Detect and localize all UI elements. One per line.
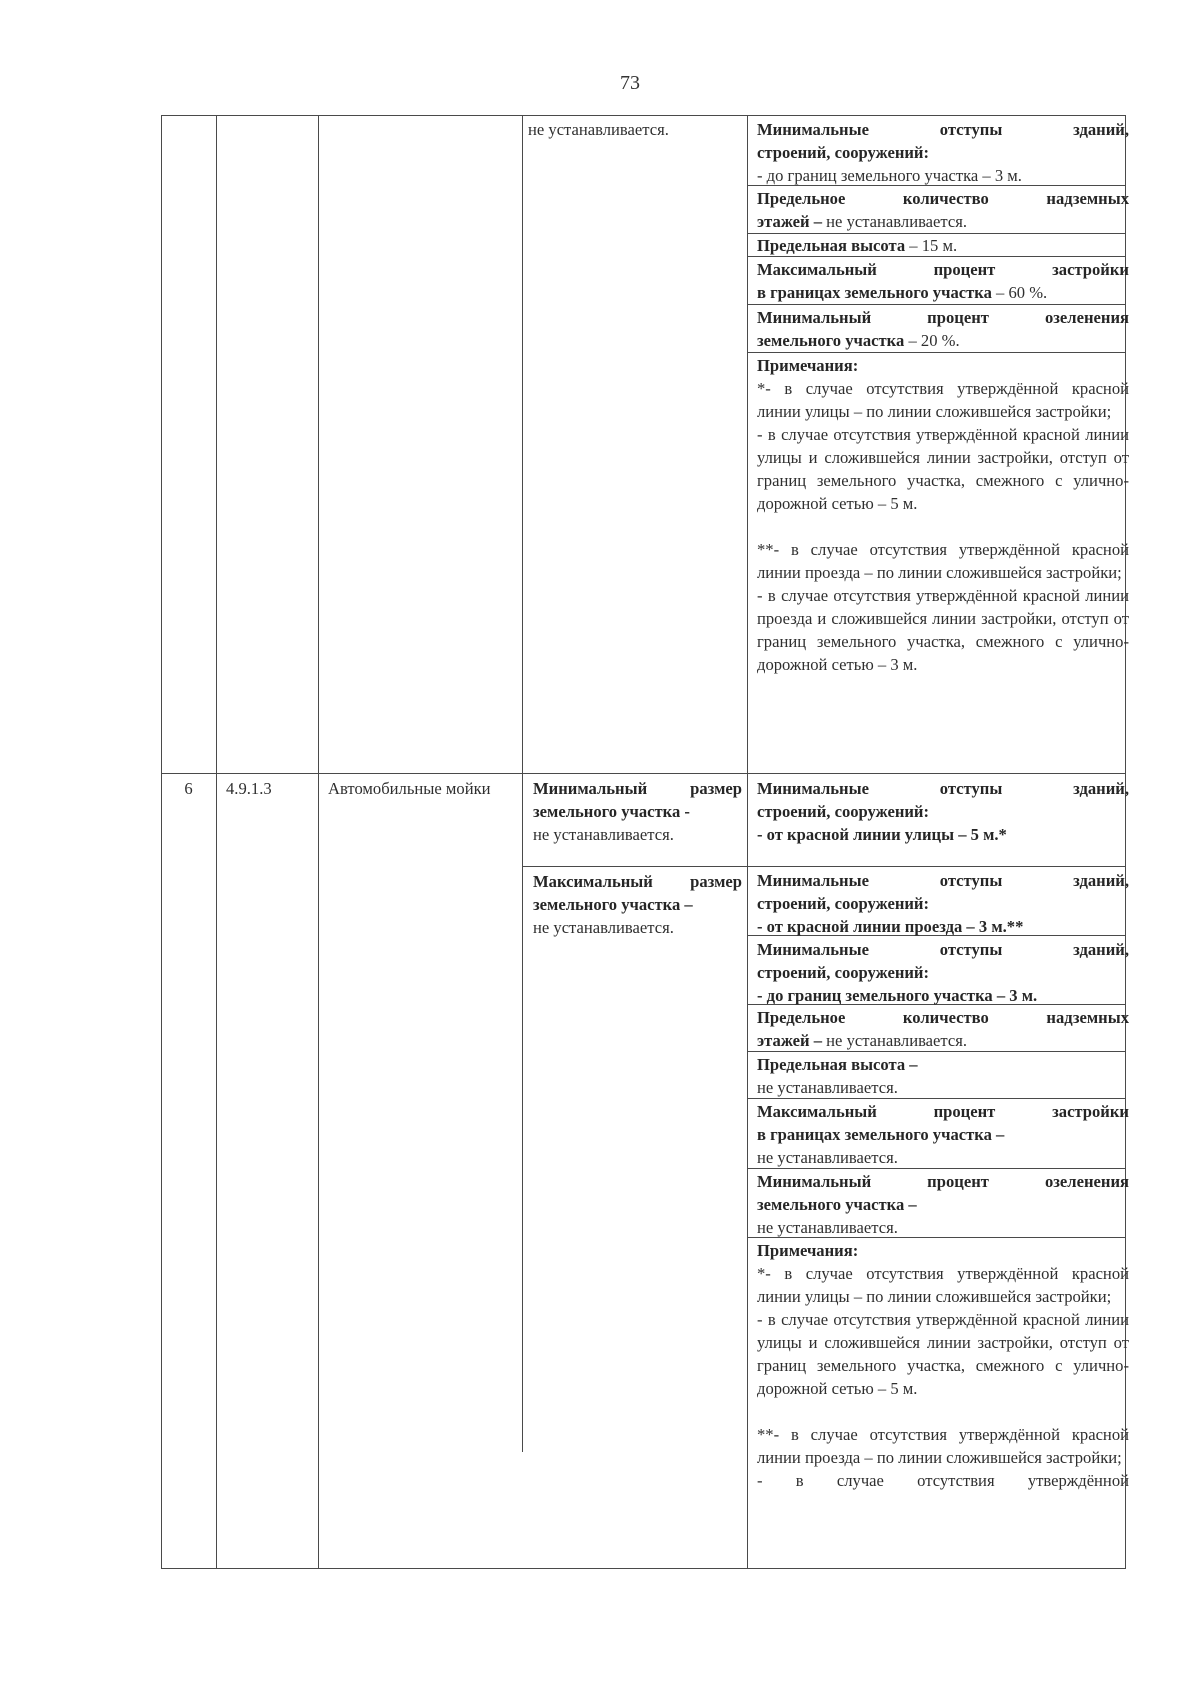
- min-plot-size-label: Минимальный размер земельного участка -: [533, 779, 742, 821]
- param-cell: [757, 118, 1129, 187]
- param-value: не устанавливается.: [757, 1218, 898, 1237]
- param-cell: [757, 777, 1129, 846]
- param-heading: земельного участка: [757, 331, 905, 350]
- page-number: 73: [620, 72, 640, 94]
- use-name: Автомобильные мойки: [328, 779, 491, 798]
- param-heading: Предельная высота –: [757, 1055, 918, 1074]
- param-value: – 60 %.: [996, 283, 1048, 302]
- param-heading: Максимальный процент застройки: [757, 1102, 1129, 1121]
- param-heading: этажей –: [757, 1031, 823, 1050]
- note-text: - в случае отсутствия утверждённой красной линии улицы и сложившейся линии застройки, отступ от границ земельного участка, смежного с улично-дорожной сетью – 5 м.: [757, 425, 1129, 513]
- param-value: не устанавливается.: [757, 1078, 898, 1097]
- param-cell: [757, 306, 1129, 352]
- notes-cell: [757, 354, 1129, 676]
- param-cell: [757, 258, 1129, 304]
- param-value: - до границ земельного участка – 3 м.: [757, 166, 1022, 185]
- param-heading: Минимальные отступы зданий,: [757, 940, 1129, 959]
- param-heading: Максимальный процент застройки: [757, 260, 1129, 279]
- notes-title: Примечания:: [757, 356, 859, 375]
- param-heading: в границах земельного участка –: [757, 1125, 1005, 1144]
- param-value: - от красной линии улицы – 5 м.*: [757, 825, 1007, 844]
- param-cell: [757, 234, 1129, 257]
- max-plot-size-value: не устанавливается.: [533, 918, 674, 937]
- param-heading: строений, сооружений:: [757, 894, 930, 913]
- note-text: - в случае отсутствия утверждённой: [757, 1471, 1129, 1490]
- note-text: *- в случае отсутствия утверждённой красной линии улицы – по линии сложившейся застройки;: [757, 1264, 1129, 1306]
- row-number: 6: [184, 779, 193, 798]
- allowed-use-tail: не устанавливается.: [528, 120, 669, 139]
- param-value: - от красной линии проезда – 3 м.**: [757, 917, 1024, 936]
- param-heading: Минимальные отступы зданий,: [757, 779, 1129, 798]
- param-cell: [757, 869, 1129, 938]
- min-plot-size-value: не устанавливается.: [533, 825, 674, 844]
- param-heading: строений, сооружений:: [757, 802, 930, 821]
- param-value: не устанавливается.: [826, 1031, 968, 1050]
- max-plot-size-label: Максимальный размер земельного участка –: [533, 872, 742, 914]
- param-heading: Предельное количество надземных: [757, 1008, 1129, 1027]
- param-heading: этажей –: [757, 212, 823, 231]
- param-heading: Минимальные отступы зданий,: [757, 871, 1129, 890]
- param-cell: [757, 187, 1129, 233]
- min-plot-size: [533, 777, 742, 846]
- note-text: **- в случае отсутствия утверждённой красной линии проезда – по линии сложившейся застройки;: [757, 540, 1129, 582]
- param-value: не устанавливается.: [826, 212, 968, 231]
- param-value: не устанавливается.: [757, 1148, 898, 1167]
- param-value: – 20 %.: [908, 331, 960, 350]
- param-heading: Минимальный процент озеленения: [757, 1172, 1129, 1191]
- param-heading: Минимальные отступы зданий,: [757, 120, 1129, 139]
- note-text: - в случае отсутствия утверждённой красной линии проезда и сложившейся линии застройки, отступ от границ земельного участка, смежного с улично-дорожной сетью – 3 м.: [757, 586, 1129, 674]
- note-text: - в случае отсутствия утверждённой красной линии улицы и сложившейся линии застройки, отступ от границ земельного участка, смежного с улично-дорожной сетью – 5 м.: [757, 1310, 1129, 1398]
- notes-cell: [757, 1239, 1129, 1492]
- param-heading: земельного участка –: [757, 1195, 917, 1214]
- max-plot-size: [533, 870, 742, 939]
- param-cell: [757, 1053, 1129, 1099]
- param-heading: Предельная высота: [757, 236, 906, 255]
- param-heading: строений, сооружений:: [757, 143, 930, 162]
- param-cell: [757, 1170, 1129, 1239]
- param-value: – 15 м.: [909, 236, 958, 255]
- use-code: 4.9.1.3: [226, 779, 272, 798]
- param-value: - до границ земельного участка – 3 м.: [757, 986, 1038, 1005]
- param-cell: [757, 1006, 1129, 1052]
- param-cell: [757, 938, 1129, 1007]
- param-heading: Предельное количество надземных: [757, 189, 1129, 208]
- note-text: **- в случае отсутствия утверждённой красной линии проезда – по линии сложившейся застройки;: [757, 1425, 1129, 1467]
- param-cell: [757, 1100, 1129, 1169]
- param-heading: строений, сооружений:: [757, 963, 930, 982]
- param-heading: в границах земельного участка: [757, 283, 992, 302]
- notes-title: Примечания:: [757, 1241, 859, 1260]
- param-heading: Минимальный процент озеленения: [757, 308, 1129, 327]
- note-text: *- в случае отсутствия утверждённой красной линии улицы – по линии сложившейся застройки;: [757, 379, 1129, 421]
